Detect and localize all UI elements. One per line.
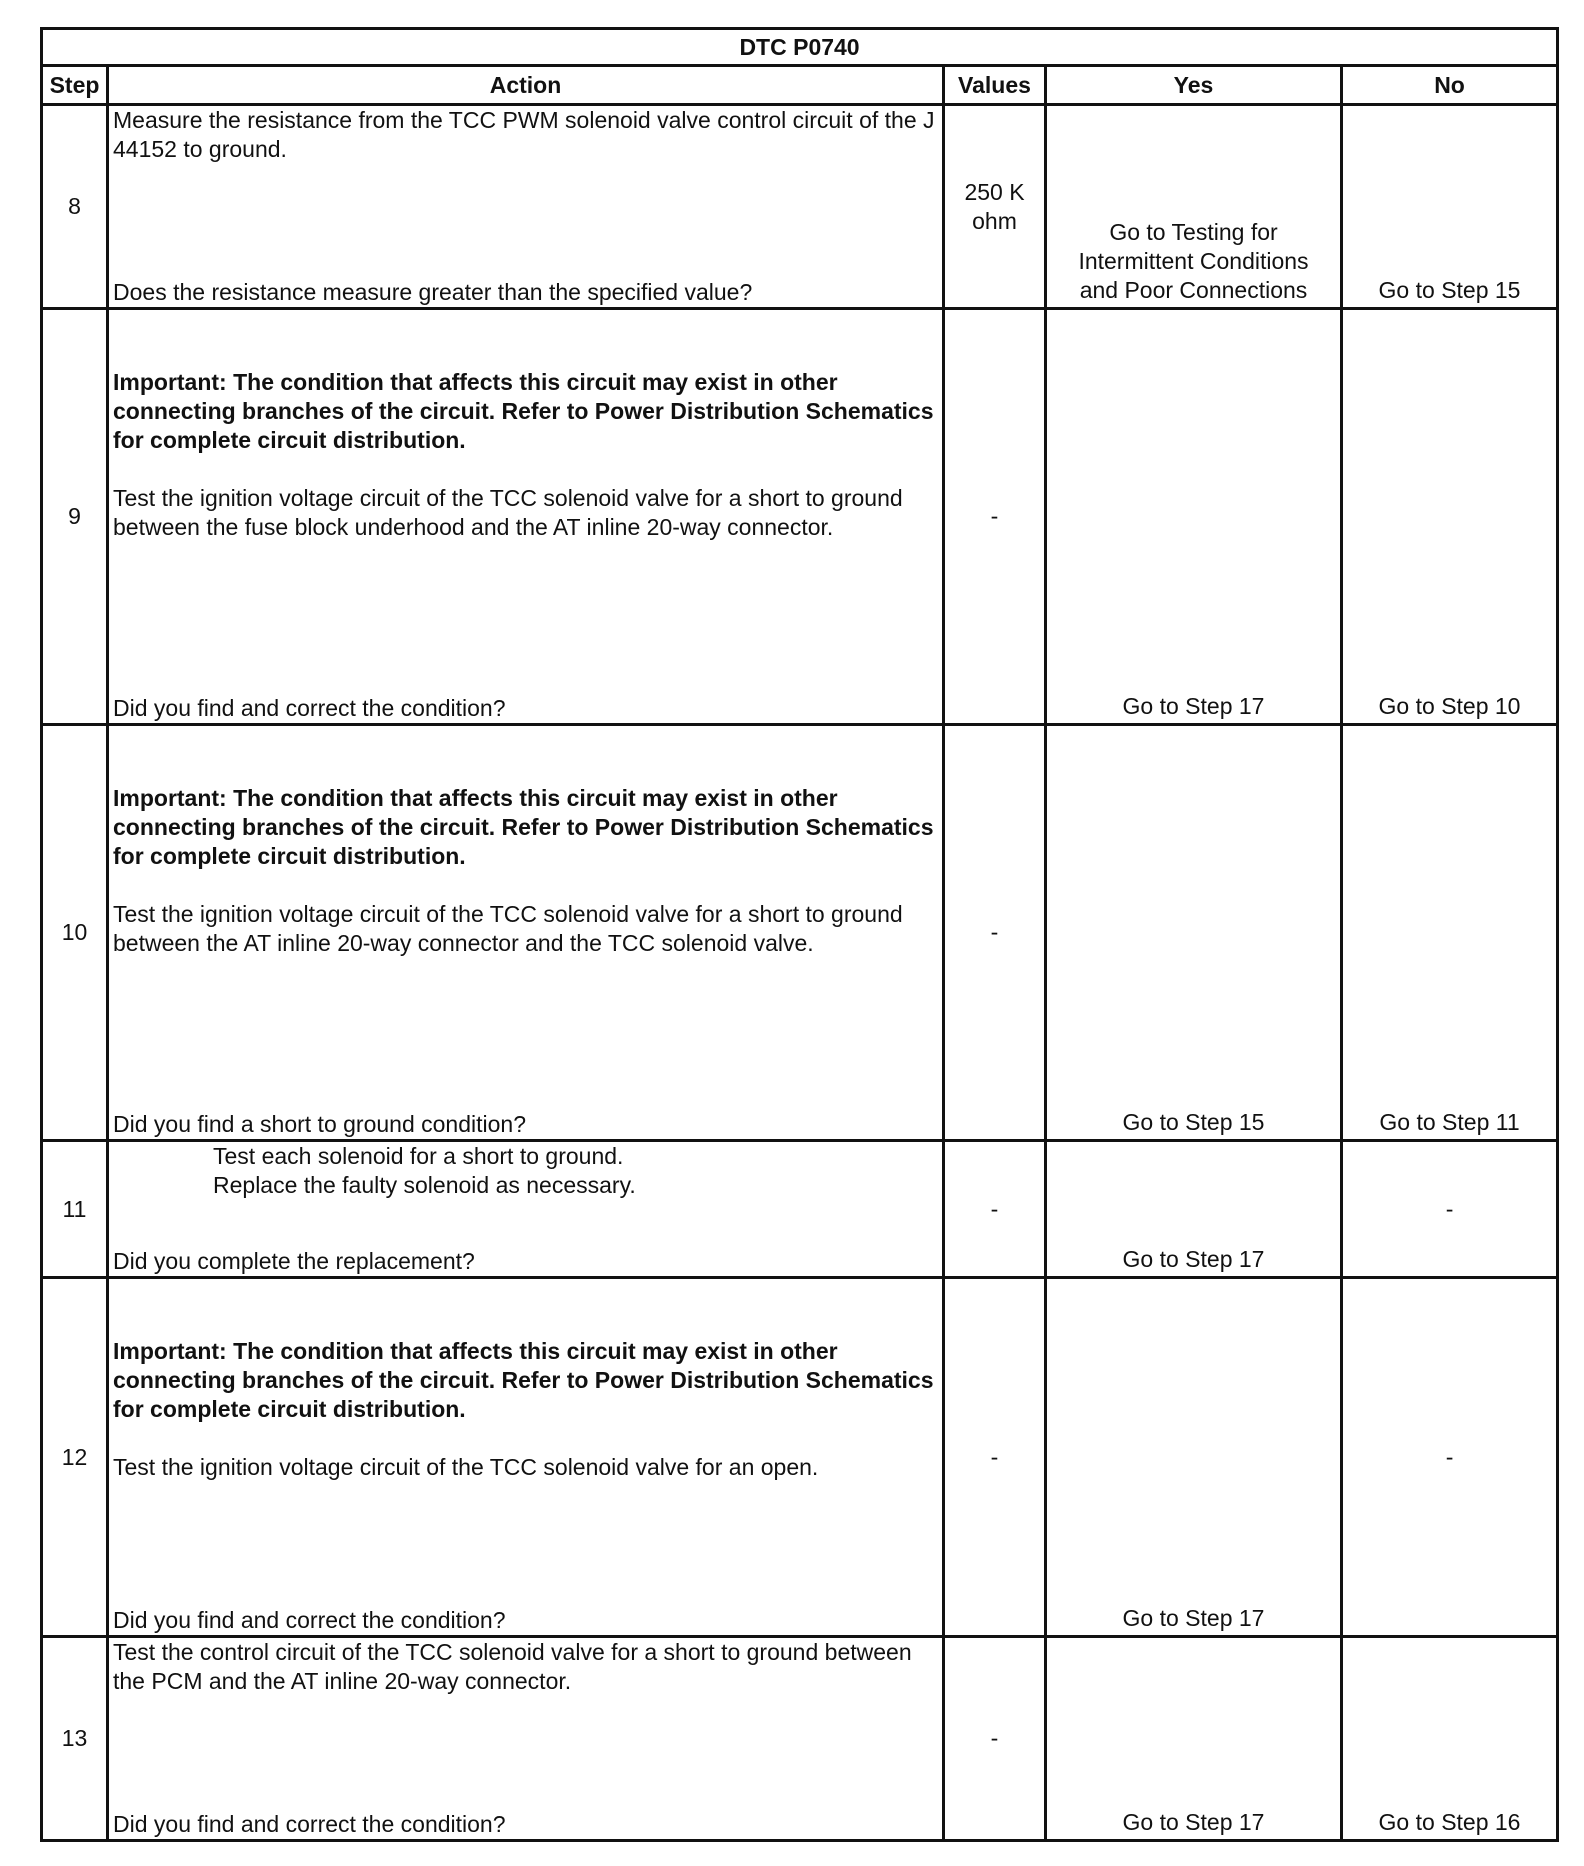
action-cell	[108, 725, 944, 1141]
action-question: Does the resistance measure greater than the specified value?	[113, 279, 753, 305]
table-row	[42, 725, 1558, 1141]
no-cell: Go to Step 10	[1342, 309, 1558, 725]
action-text: Measure the resistance from the TCC PWM solenoid valve control circuit of the J 44152 to ground.	[113, 107, 935, 162]
no-cell: Go to Step 16	[1342, 1637, 1558, 1841]
important-note: Important: The condition that affects this circuit may exist in other connecting branches of the circuit. Refer to Power Distribution Schematics for complete circuit distribution.	[113, 1338, 934, 1422]
header-yes: Yes	[1046, 66, 1342, 105]
step-number: 10	[42, 725, 108, 1141]
action-text: Test each solenoid for a short to ground.	[213, 1143, 624, 1169]
no-cell: -	[1342, 1278, 1558, 1637]
action-cell	[108, 1637, 944, 1841]
important-note: Important: The condition that affects this circuit may exist in other connecting branches of the circuit. Refer to Power Distribution Schematics for complete circuit distribution.	[113, 785, 934, 869]
values-cell: -	[944, 725, 1046, 1141]
action-cell	[108, 1141, 944, 1278]
table-title: DTC P0740	[42, 29, 1558, 66]
action-cell	[108, 309, 944, 725]
action-text: Test the ignition voltage circuit of the TCC solenoid valve for a short to ground between the AT inline 20-way connector and the TCC solenoid valve.	[113, 901, 903, 956]
action-question: Did you find and correct the condition?	[113, 1811, 506, 1837]
dtc-table	[40, 27, 1559, 1842]
header-action: Action	[108, 66, 944, 105]
no-cell: Go to Step 15	[1342, 105, 1558, 309]
yes-cell: Go to Step 17	[1046, 1278, 1342, 1637]
action-question: Did you complete the replacement?	[113, 1248, 475, 1274]
values-cell: -	[944, 1141, 1046, 1278]
no-cell: -	[1342, 1141, 1558, 1278]
action-cell	[108, 1278, 944, 1637]
yes-cell: Go to Step 17	[1046, 1637, 1342, 1841]
values-cell: 250 K ohm	[944, 105, 1046, 309]
action-cell	[108, 105, 944, 309]
header-values: Values	[944, 66, 1046, 105]
table-row	[42, 105, 1558, 309]
table-row	[42, 1278, 1558, 1637]
action-text: Test the control circuit of the TCC solenoid valve for a short to ground between the PCM and the AT inline 20-way connector.	[113, 1639, 912, 1694]
no-cell: Go to Step 11	[1342, 725, 1558, 1141]
yes-cell: Go to Step 15	[1046, 725, 1342, 1141]
header-step: Step	[42, 66, 108, 105]
step-number: 13	[42, 1637, 108, 1841]
values-cell: -	[944, 1278, 1046, 1637]
action-text: Replace the faulty solenoid as necessary.	[213, 1172, 636, 1198]
values-cell: -	[944, 1637, 1046, 1841]
yes-cell: Go to Testing for Intermittent Conditions and Poor Connections	[1046, 105, 1342, 309]
table-row	[42, 1141, 1558, 1278]
header-no: No	[1342, 66, 1558, 105]
action-question: Did you find a short to ground condition?	[113, 1111, 526, 1137]
action-question: Did you find and correct the condition?	[113, 1607, 506, 1633]
action-text: Test the ignition voltage circuit of the TCC solenoid valve for a short to ground between the fuse block underhood and the AT inline 20-way connector.	[113, 485, 903, 540]
action-text: Test the ignition voltage circuit of the TCC solenoid valve for an open.	[113, 1454, 819, 1480]
values-cell: -	[944, 309, 1046, 725]
yes-cell: Go to Step 17	[1046, 1141, 1342, 1278]
step-number: 12	[42, 1278, 108, 1637]
table-row	[42, 309, 1558, 725]
step-number: 9	[42, 309, 108, 725]
step-number: 8	[42, 105, 108, 309]
yes-cell: Go to Step 17	[1046, 309, 1342, 725]
important-note: Important: The condition that affects this circuit may exist in other connecting branches of the circuit. Refer to Power Distribution Schematics for complete circuit distribution.	[113, 369, 934, 453]
table-row	[42, 1637, 1558, 1841]
step-number: 11	[42, 1141, 108, 1278]
action-question: Did you find and correct the condition?	[113, 695, 506, 721]
